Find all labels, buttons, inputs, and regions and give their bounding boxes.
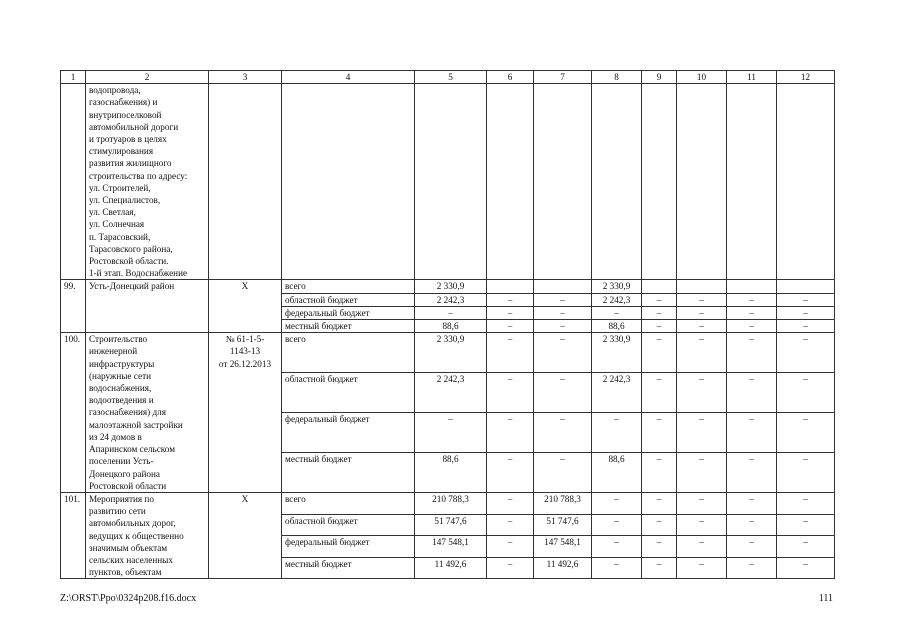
- amount-cell: –: [677, 557, 727, 579]
- amount-cell: –: [677, 452, 727, 492]
- measure-name: Усть-Донецкий район: [86, 280, 209, 333]
- amount-cell: –: [777, 333, 835, 373]
- document-ref: Х: [209, 280, 282, 333]
- header-cell: 9: [642, 71, 677, 84]
- amount-cell: –: [727, 557, 777, 579]
- amount-cell: –: [415, 413, 487, 453]
- header-cell: 5: [415, 71, 487, 84]
- amount-cell: 88,6: [592, 452, 642, 492]
- amount-cell: –: [592, 492, 642, 514]
- amount-cell: –: [777, 413, 835, 453]
- continuation-row: [61, 84, 835, 280]
- amount-cell: –: [677, 514, 727, 536]
- amount-cell: 51 747,6: [534, 514, 592, 536]
- amount-cell: –: [487, 320, 534, 333]
- funding-source: федеральный бюджет: [282, 413, 415, 453]
- amount-cell: –: [592, 514, 642, 536]
- amount-cell: –: [777, 536, 835, 558]
- funding-source: местный бюджет: [282, 452, 415, 492]
- table-row: [61, 492, 835, 514]
- row-number: 101.: [61, 492, 86, 578]
- header-cell: 4: [282, 71, 415, 84]
- amount-cell: –: [677, 293, 727, 306]
- header-row: [61, 71, 835, 84]
- amount-cell: –: [677, 492, 727, 514]
- header-cell: 12: [777, 71, 835, 84]
- funding-source: местный бюджет: [282, 557, 415, 579]
- amount-cell: –: [727, 452, 777, 492]
- amount-cell: –: [415, 306, 487, 319]
- page-number: 111: [818, 593, 833, 604]
- amount-cell: 147 548,1: [534, 536, 592, 558]
- header-cell: 8: [592, 71, 642, 84]
- header-cell: 11: [727, 71, 777, 84]
- amount-cell: –: [534, 293, 592, 306]
- amount-cell: –: [487, 306, 534, 319]
- table-row: [61, 333, 835, 373]
- amount-cell: 88,6: [415, 452, 487, 492]
- amount-cell: –: [642, 293, 677, 306]
- amount-cell: –: [677, 333, 727, 373]
- amount-cell: –: [777, 514, 835, 536]
- amount-cell: –: [592, 306, 642, 319]
- amount-cell: 11 492,6: [534, 557, 592, 579]
- amount-cell: –: [487, 557, 534, 579]
- amount-cell: 51 747,6: [415, 514, 487, 536]
- file-path: Z:\ORST\Ppo\0324p208.f16.docx: [60, 593, 197, 604]
- amount-cell: [487, 280, 534, 293]
- amount-cell: –: [677, 306, 727, 319]
- document-ref: Х: [209, 492, 282, 578]
- funding-source: областной бюджет: [282, 293, 415, 306]
- amount-cell: 88,6: [415, 320, 487, 333]
- amount-cell: –: [727, 492, 777, 514]
- program-table: [60, 70, 835, 579]
- amount-cell: –: [487, 452, 534, 492]
- amount-cell: –: [592, 557, 642, 579]
- measure-name: водопровода, газоснабжения) и внутрипоселковой автомобильной дороги и тротуаров в целях стимулирования развития жилищного строительства по адресу: ул. Строителей, ул. Специалистов, ул. Светлая, ул. Солнечная п. Тарасовский, Тарасовского района, Ростовской области. 1-й этап. Водоснабжение: [86, 84, 209, 280]
- amount-cell: 88,6: [592, 320, 642, 333]
- amount-cell: –: [727, 373, 777, 413]
- measure-name: Строительство инженерной инфраструктуры (наружные сети водоснабжения, водоотведения и газоснабжения) для малоэтажной застройки из 24 домов в Апаринском сельском поселении Усть- Донецкого района Ростовской области: [86, 333, 209, 493]
- amount-cell: 210 788,3: [415, 492, 487, 514]
- header-cell: 1: [61, 71, 86, 84]
- amount-cell: 2 242,3: [592, 373, 642, 413]
- amount-cell: 2 242,3: [415, 373, 487, 413]
- amount-cell: –: [534, 306, 592, 319]
- funding-source: всего: [282, 333, 415, 373]
- amount-cell: [677, 280, 727, 293]
- table-row: [61, 280, 835, 293]
- amount-cell: –: [487, 514, 534, 536]
- amount-cell: –: [534, 413, 592, 453]
- amount-cell: –: [534, 333, 592, 373]
- amount-cell: –: [677, 536, 727, 558]
- document-ref: № 61-1-5- 1143-13 от 26.12.2013: [209, 333, 282, 493]
- amount-cell: –: [642, 306, 677, 319]
- funding-source: областной бюджет: [282, 373, 415, 413]
- amount-cell: –: [592, 413, 642, 453]
- amount-cell: –: [487, 536, 534, 558]
- amount-cell: –: [487, 413, 534, 453]
- amount-cell: –: [677, 413, 727, 453]
- amount-cell: –: [642, 320, 677, 333]
- amount-cell: –: [487, 492, 534, 514]
- amount-cell: 2 330,9: [592, 280, 642, 293]
- amount-cell: –: [642, 492, 677, 514]
- amount-cell: 147 548,1: [415, 536, 487, 558]
- amount-cell: –: [727, 514, 777, 536]
- funding-source: федеральный бюджет: [282, 306, 415, 319]
- amount-cell: –: [534, 373, 592, 413]
- amount-cell: 2 330,9: [415, 333, 487, 373]
- amount-cell: –: [777, 373, 835, 413]
- amount-cell: –: [534, 320, 592, 333]
- amount-cell: –: [642, 514, 677, 536]
- amount-cell: 2 330,9: [415, 280, 487, 293]
- row-number: [61, 84, 86, 280]
- header-cell: 7: [534, 71, 592, 84]
- row-number: 99.: [61, 280, 86, 333]
- header-cell: 3: [209, 71, 282, 84]
- amount-cell: 2 330,9: [592, 333, 642, 373]
- amount-cell: 210 788,3: [534, 492, 592, 514]
- amount-cell: –: [642, 557, 677, 579]
- funding-source: всего: [282, 280, 415, 293]
- amount-cell: –: [727, 320, 777, 333]
- amount-cell: –: [777, 306, 835, 319]
- row-number: 100.: [61, 333, 86, 493]
- amount-cell: –: [727, 306, 777, 319]
- amount-cell: [534, 280, 592, 293]
- header-cell: 10: [677, 71, 727, 84]
- amount-cell: –: [642, 333, 677, 373]
- measure-name: Мероприятия по развитию сети автомобильных дорог, ведущих к общественно значимым объектам сельских населенных пунктов, объектам: [86, 492, 209, 578]
- amount-cell: –: [727, 293, 777, 306]
- amount-cell: –: [677, 373, 727, 413]
- amount-cell: –: [777, 452, 835, 492]
- amount-cell: –: [487, 293, 534, 306]
- amount-cell: –: [534, 452, 592, 492]
- amount-cell: –: [642, 413, 677, 453]
- amount-cell: –: [777, 557, 835, 579]
- amount-cell: –: [642, 536, 677, 558]
- amount-cell: –: [487, 333, 534, 373]
- amount-cell: –: [677, 320, 727, 333]
- funding-source: федеральный бюджет: [282, 536, 415, 558]
- amount-cell: –: [777, 320, 835, 333]
- amount-cell: –: [777, 492, 835, 514]
- amount-cell: –: [592, 536, 642, 558]
- amount-cell: 2 242,3: [592, 293, 642, 306]
- funding-source: местный бюджет: [282, 320, 415, 333]
- amount-cell: [777, 280, 835, 293]
- amount-cell: –: [727, 413, 777, 453]
- amount-cell: –: [642, 452, 677, 492]
- header-cell: 2: [86, 71, 209, 84]
- amount-cell: [642, 280, 677, 293]
- amount-cell: 2 242,3: [415, 293, 487, 306]
- amount-cell: –: [727, 536, 777, 558]
- amount-cell: –: [487, 373, 534, 413]
- header-cell: 6: [487, 71, 534, 84]
- amount-cell: 11 492,6: [415, 557, 487, 579]
- funding-source: всего: [282, 492, 415, 514]
- amount-cell: [727, 280, 777, 293]
- amount-cell: –: [642, 373, 677, 413]
- amount-cell: –: [727, 333, 777, 373]
- funding-source: областной бюджет: [282, 514, 415, 536]
- amount-cell: –: [777, 293, 835, 306]
